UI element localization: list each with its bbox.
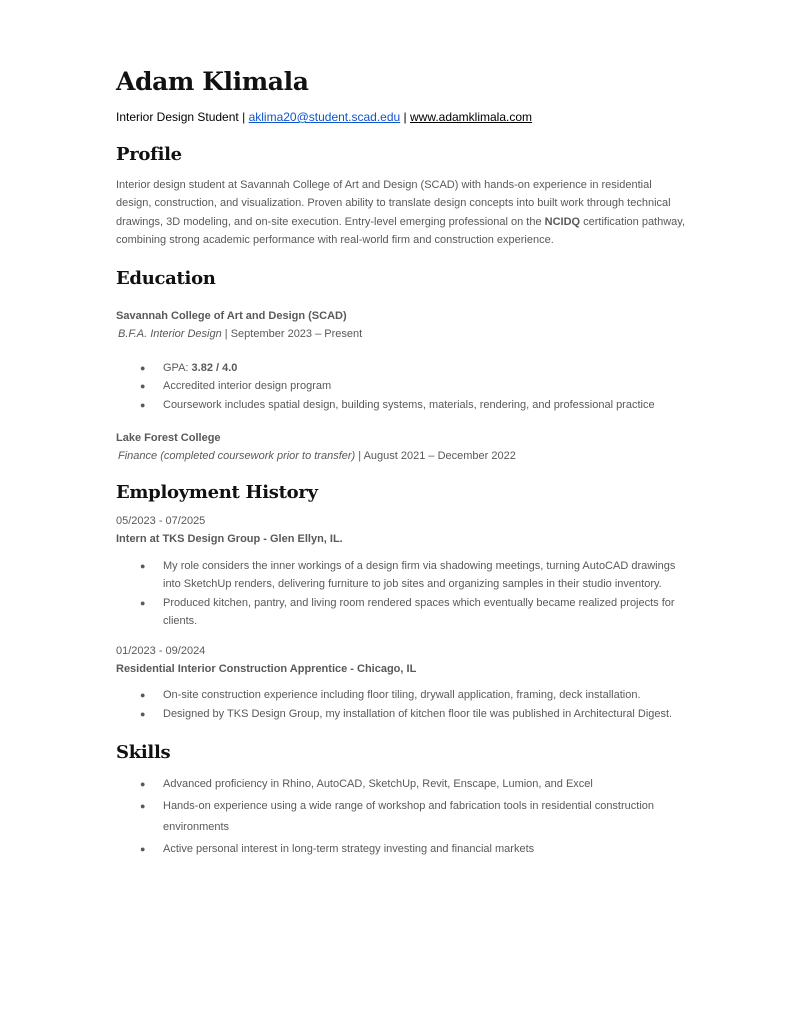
profile-text-bold: NCIDQ bbox=[544, 215, 581, 228]
education-heading: Education bbox=[116, 268, 216, 290]
education-entry bbox=[116, 429, 686, 465]
degree-program: Finance (completed coursework prior to transfer) bbox=[118, 450, 356, 463]
bullet-text: Advanced proficiency in Rhino, AutoCAD, SketchUp, Revit, Enscape, Lumion, and Excel bbox=[163, 777, 593, 790]
bullet-icon: ● bbox=[140, 561, 146, 572]
list-item bbox=[116, 396, 686, 414]
degree-program: B.F.A. Interior Design bbox=[118, 328, 222, 341]
resume-content bbox=[116, 64, 686, 861]
bullet-icon: ● bbox=[140, 381, 146, 392]
website-link[interactable]: www.adamklimala.com bbox=[409, 110, 533, 124]
school-name: Savannah College of Art and Design (SCAD) bbox=[116, 310, 347, 323]
bullet-icon: ● bbox=[140, 363, 146, 374]
bullet-text: Hands-on experience using a wide range of workshop and fabrication tools in residential construction environments bbox=[163, 799, 655, 833]
list-item bbox=[116, 839, 686, 860]
degree-line bbox=[116, 325, 686, 343]
profile-text-part-1: Interior design student at Savannah College of Art and Design (SCAD) with hands-on experience in residential design, construction, and visualization. Proven ability to translate design concepts into built work through technical drawings, 3D modeling, and on-site execution. Entry-level emerging professional on the bbox=[116, 179, 671, 228]
bullet-text: Coursework includes spatial design, building systems, materials, rendering, and professional practice bbox=[163, 398, 655, 411]
degree-dates: | August 2021 – December 2022 bbox=[358, 450, 516, 463]
list-item bbox=[116, 359, 686, 377]
contact-line bbox=[116, 109, 686, 126]
degree-line bbox=[116, 447, 686, 465]
gpa-value: 3.82 / 4.0 bbox=[191, 362, 238, 375]
bullet-icon: ● bbox=[140, 690, 146, 701]
list-item bbox=[116, 377, 686, 395]
bullet-text: GPA: bbox=[163, 362, 192, 375]
education-entry bbox=[116, 307, 686, 343]
bullet-icon: ● bbox=[140, 843, 146, 854]
candidate-name: Adam Klimala bbox=[116, 67, 309, 96]
job-title: Residential Interior Construction Apprentice - Chicago, IL bbox=[116, 663, 417, 676]
bullet-text: My role considers the inner workings of a design firm via shadowing meetings, turning AutoCAD drawings into SketchUp renders, delivering furniture to job sites and organizing samples in their studio inventory. bbox=[163, 560, 676, 591]
bullet-icon: ● bbox=[140, 800, 146, 811]
headline-title: Interior Design Student bbox=[116, 110, 239, 124]
bullet-icon: ● bbox=[140, 778, 146, 789]
profile-text-part-2: certification pathway, combining strong academic performance with real-world firm and construction experience. bbox=[116, 215, 686, 246]
skills-heading: Skills bbox=[116, 741, 171, 763]
profile-heading: Profile bbox=[116, 144, 182, 165]
list-item bbox=[116, 557, 686, 594]
list-item bbox=[116, 594, 686, 631]
job-dates: 05/2023 - 07/2025 bbox=[116, 515, 206, 528]
employment-heading: Employment History bbox=[116, 482, 318, 504]
job-title: Intern at TKS Design Group - Glen Ellyn, IL. bbox=[116, 533, 343, 546]
job-bullets bbox=[116, 686, 686, 723]
bullet-text: Active personal interest in long-term strategy investing and financial markets bbox=[163, 842, 535, 855]
bullet-text: On-site construction experience including floor tiling, drywall application, framing, deck installation. bbox=[163, 689, 641, 702]
bullet-text: Produced kitchen, pantry, and living room rendered spaces which eventually became realized projects for clients. bbox=[163, 596, 675, 627]
job-bullets bbox=[116, 557, 686, 630]
bullet-text: Designed by TKS Design Group, my installation of kitchen floor tile was published in Architectural Digest. bbox=[163, 707, 673, 720]
school-name: Lake Forest College bbox=[116, 432, 221, 445]
bullet-text: Accredited interior design program bbox=[163, 380, 332, 393]
degree-dates: | September 2023 – Present bbox=[224, 328, 363, 341]
skills-bullets bbox=[116, 774, 686, 860]
contact-separator: | bbox=[242, 110, 246, 124]
bullet-icon: ● bbox=[140, 708, 146, 719]
bullet-icon: ● bbox=[140, 597, 146, 608]
contact-separator: | bbox=[403, 110, 407, 124]
list-item bbox=[116, 686, 686, 704]
profile-summary bbox=[116, 176, 686, 249]
list-item bbox=[116, 705, 686, 723]
list-item bbox=[116, 774, 686, 795]
list-item bbox=[116, 796, 686, 838]
job-dates: 01/2023 - 09/2024 bbox=[116, 645, 206, 658]
email-link[interactable]: aklima20@student.scad.edu bbox=[248, 110, 401, 124]
education-bullets bbox=[116, 359, 686, 414]
bullet-icon: ● bbox=[140, 399, 146, 410]
